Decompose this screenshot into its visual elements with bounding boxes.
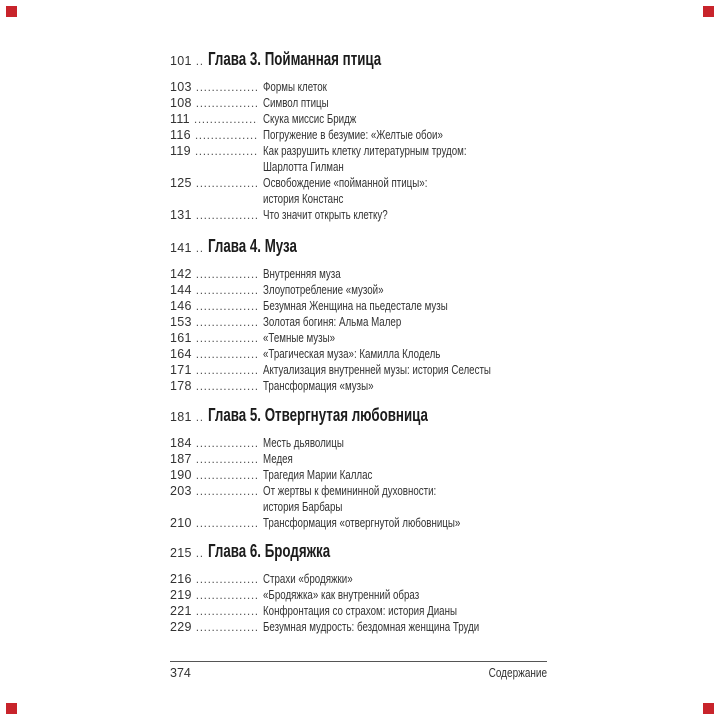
entry-title: Что значит открыть клетку?	[263, 208, 388, 223]
entry-lead	[170, 346, 263, 362]
toc-entry-row	[170, 378, 580, 394]
entry-title: «Трагическая муза»: Камилла Клодель	[263, 346, 441, 361]
chapter-entries	[170, 571, 580, 635]
entry-title: Злоупотребление «музой»	[263, 282, 384, 297]
entry-title: «Темные музы»	[263, 330, 336, 345]
entry-lead	[170, 571, 263, 587]
toc-entry-continuation-row	[170, 159, 580, 175]
entry-lead	[170, 619, 263, 635]
toc-entry-row	[170, 483, 580, 499]
entry-lead	[170, 282, 263, 298]
entry-page-number: 210	[170, 515, 192, 530]
dot-leader	[196, 603, 258, 619]
dot-leader	[196, 266, 258, 282]
entry-continuation-text: история Констанс	[263, 192, 344, 207]
entry-title: Медея	[263, 451, 293, 466]
chapter-lead	[170, 406, 208, 428]
entry-title: От жертвы к фемининной духовности:	[263, 483, 437, 498]
dot-leader	[196, 542, 203, 564]
entry-title: Трансформация «отвергнутой любовницы»	[263, 515, 461, 530]
entry-page-number: 187	[170, 451, 192, 466]
toc-entry-row	[170, 143, 580, 159]
entry-title: Трансформация «музы»	[263, 379, 374, 394]
dot-leader	[196, 451, 258, 467]
entry-title: Скука миссис Бридж	[263, 111, 357, 126]
entry-title: Внутренняя муза	[263, 266, 341, 281]
chapter-title: Глава 3. Пойманная птица	[208, 49, 382, 69]
entry-page-number: 164	[170, 346, 192, 361]
entry-page-number: 153	[170, 314, 192, 329]
entry-title: Золотая богиня: Альма Малер	[263, 314, 402, 329]
entry-title: Месть дьяволицы	[263, 435, 344, 450]
entry-title: Освобождение «пойманной птицы»:	[263, 176, 428, 191]
dot-leader	[195, 127, 258, 143]
toc-section	[170, 235, 580, 394]
entry-lead	[170, 515, 263, 531]
chapter-title: Глава 4. Муза	[208, 236, 297, 256]
entry-title: Безумная мудрость: бездомная женщина Труди	[263, 619, 480, 634]
dot-leader	[196, 587, 258, 603]
dot-leader	[196, 346, 258, 362]
chapter-lead	[170, 542, 208, 564]
corner-mark-bottom-right	[703, 703, 714, 714]
entry-title: Формы клеток	[263, 79, 327, 94]
entry-lead	[170, 266, 263, 282]
entry-lead	[170, 378, 263, 394]
dot-leader	[196, 79, 258, 95]
chapter-lead	[170, 237, 208, 259]
dot-leader	[196, 237, 203, 259]
corner-mark-top-left	[6, 6, 17, 17]
chapter-row	[170, 235, 580, 259]
entry-page-number: 131	[170, 208, 192, 223]
entry-page-number: 221	[170, 603, 192, 618]
entry-page-number: 146	[170, 298, 192, 313]
chapter-page-number: 215	[170, 546, 192, 560]
entry-title: Конфронтация со страхом: история Дианы	[263, 603, 457, 618]
dot-leader	[196, 571, 258, 587]
footer-section-label: Содержание	[488, 666, 547, 680]
entry-page-number: 116	[170, 127, 191, 142]
toc-entry-row	[170, 266, 580, 282]
entry-page-number: 219	[170, 587, 192, 602]
toc-entry-row	[170, 95, 580, 111]
chapter-page-number: 141	[170, 241, 192, 255]
entry-page-number: 161	[170, 330, 192, 345]
toc-entry-row	[170, 175, 580, 191]
chapter-page-number: 181	[170, 410, 192, 424]
entry-lead	[170, 483, 263, 499]
dot-leader	[196, 314, 258, 330]
entry-lead	[170, 175, 263, 191]
entry-title: Актуализация внутренней музы: история Селесты	[263, 363, 491, 378]
entry-page-number: 190	[170, 467, 192, 482]
toc-entry-row	[170, 298, 580, 314]
chapter-entries	[170, 266, 580, 395]
corner-mark-top-right	[703, 6, 714, 17]
chapter-row	[170, 540, 580, 564]
toc-entry-row	[170, 127, 580, 143]
entry-title: «Бродяжка» как внутренний образ	[263, 587, 420, 602]
entry-page-number: 119	[170, 143, 191, 158]
dot-leader	[195, 143, 258, 159]
entry-page-number: 229	[170, 619, 192, 634]
toc-entry-row	[170, 435, 580, 451]
entry-page-number: 103	[170, 79, 192, 94]
dot-leader	[196, 50, 203, 72]
dot-leader	[196, 298, 258, 314]
chapter-title: Глава 6. Бродяжка	[208, 541, 331, 561]
entry-title: Погружение в безумие: «Желтые обои»	[263, 127, 443, 142]
entry-lead	[170, 95, 263, 111]
entry-page-number: 142	[170, 266, 192, 281]
toc-entry-continuation-row	[170, 191, 580, 207]
entry-lead	[170, 127, 263, 143]
toc-entry-row	[170, 111, 580, 127]
dot-leader	[196, 435, 258, 451]
entry-page-number: 203	[170, 483, 192, 498]
toc-section	[170, 48, 580, 223]
toc-entry-row	[170, 207, 580, 223]
dot-leader	[196, 95, 258, 111]
chapter-row	[170, 48, 580, 72]
entry-page-number: 184	[170, 435, 192, 450]
toc-entry-row	[170, 79, 580, 95]
toc-entry-row	[170, 362, 580, 378]
dot-leader	[196, 467, 258, 483]
entry-page-number: 171	[170, 363, 192, 378]
chapter-page-number: 101	[170, 54, 192, 68]
toc-entry-continuation-row	[170, 499, 580, 515]
entry-title: Символ птицы	[263, 95, 329, 110]
entry-title: Страхи «бродяжки»	[263, 571, 353, 586]
toc-entry-row	[170, 346, 580, 362]
entry-lead	[170, 207, 263, 223]
entry-continuation-text: история Барбары	[263, 499, 343, 514]
toc-section	[170, 404, 580, 531]
chapter-entries	[170, 79, 580, 224]
dot-leader	[196, 362, 258, 378]
toc-entry-row	[170, 587, 580, 603]
entry-title: Как разрушить клетку литературным трудом:	[263, 143, 467, 158]
entry-page-number: 178	[170, 379, 192, 394]
toc-entry-row	[170, 314, 580, 330]
entry-lead	[170, 587, 263, 603]
entry-lead	[170, 330, 263, 346]
chapter-lead	[170, 50, 208, 72]
entry-page-number: 111	[170, 111, 190, 126]
entry-page-number: 108	[170, 95, 192, 110]
entry-page-number: 216	[170, 571, 192, 586]
entry-title: Безумная Женщина на пьедестале музы	[263, 298, 448, 313]
entry-lead	[170, 362, 263, 378]
page-footer	[170, 661, 547, 680]
dot-leader	[196, 483, 258, 499]
dot-leader	[196, 515, 258, 531]
entry-lead	[170, 79, 263, 95]
toc-entry-row	[170, 515, 580, 531]
dot-leader	[194, 111, 258, 127]
entry-lead	[170, 298, 263, 314]
dot-leader	[196, 207, 258, 223]
toc-section	[170, 540, 580, 635]
toc-entry-row	[170, 451, 580, 467]
dot-leader	[196, 378, 258, 394]
toc-entry-row	[170, 603, 580, 619]
toc-entry-row	[170, 467, 580, 483]
chapter-title: Глава 5. Отвергнутая любовница	[208, 405, 428, 425]
entry-lead	[170, 143, 263, 159]
dot-leader	[196, 406, 203, 428]
entry-lead	[170, 603, 263, 619]
entry-lead	[170, 435, 263, 451]
entry-lead	[170, 111, 263, 127]
corner-mark-bottom-left	[6, 703, 17, 714]
entry-page-number: 125	[170, 176, 192, 191]
dot-leader	[196, 282, 258, 298]
entry-lead	[170, 314, 263, 330]
dot-leader	[196, 330, 258, 346]
dot-leader	[196, 619, 258, 635]
toc-entry-row	[170, 282, 580, 298]
footer-page-number: 374	[170, 666, 191, 680]
toc-entry-row	[170, 571, 580, 587]
entry-continuation-text: Шарлотта Гилман	[263, 159, 344, 174]
chapter-row	[170, 404, 580, 428]
toc-entry-row	[170, 619, 580, 635]
entry-lead	[170, 451, 263, 467]
toc-entry-row	[170, 330, 580, 346]
dot-leader	[196, 175, 258, 191]
entry-title: Трагедия Марии Каллас	[263, 467, 373, 482]
entry-lead	[170, 467, 263, 483]
entry-page-number: 144	[170, 282, 192, 297]
chapter-entries	[170, 435, 580, 532]
